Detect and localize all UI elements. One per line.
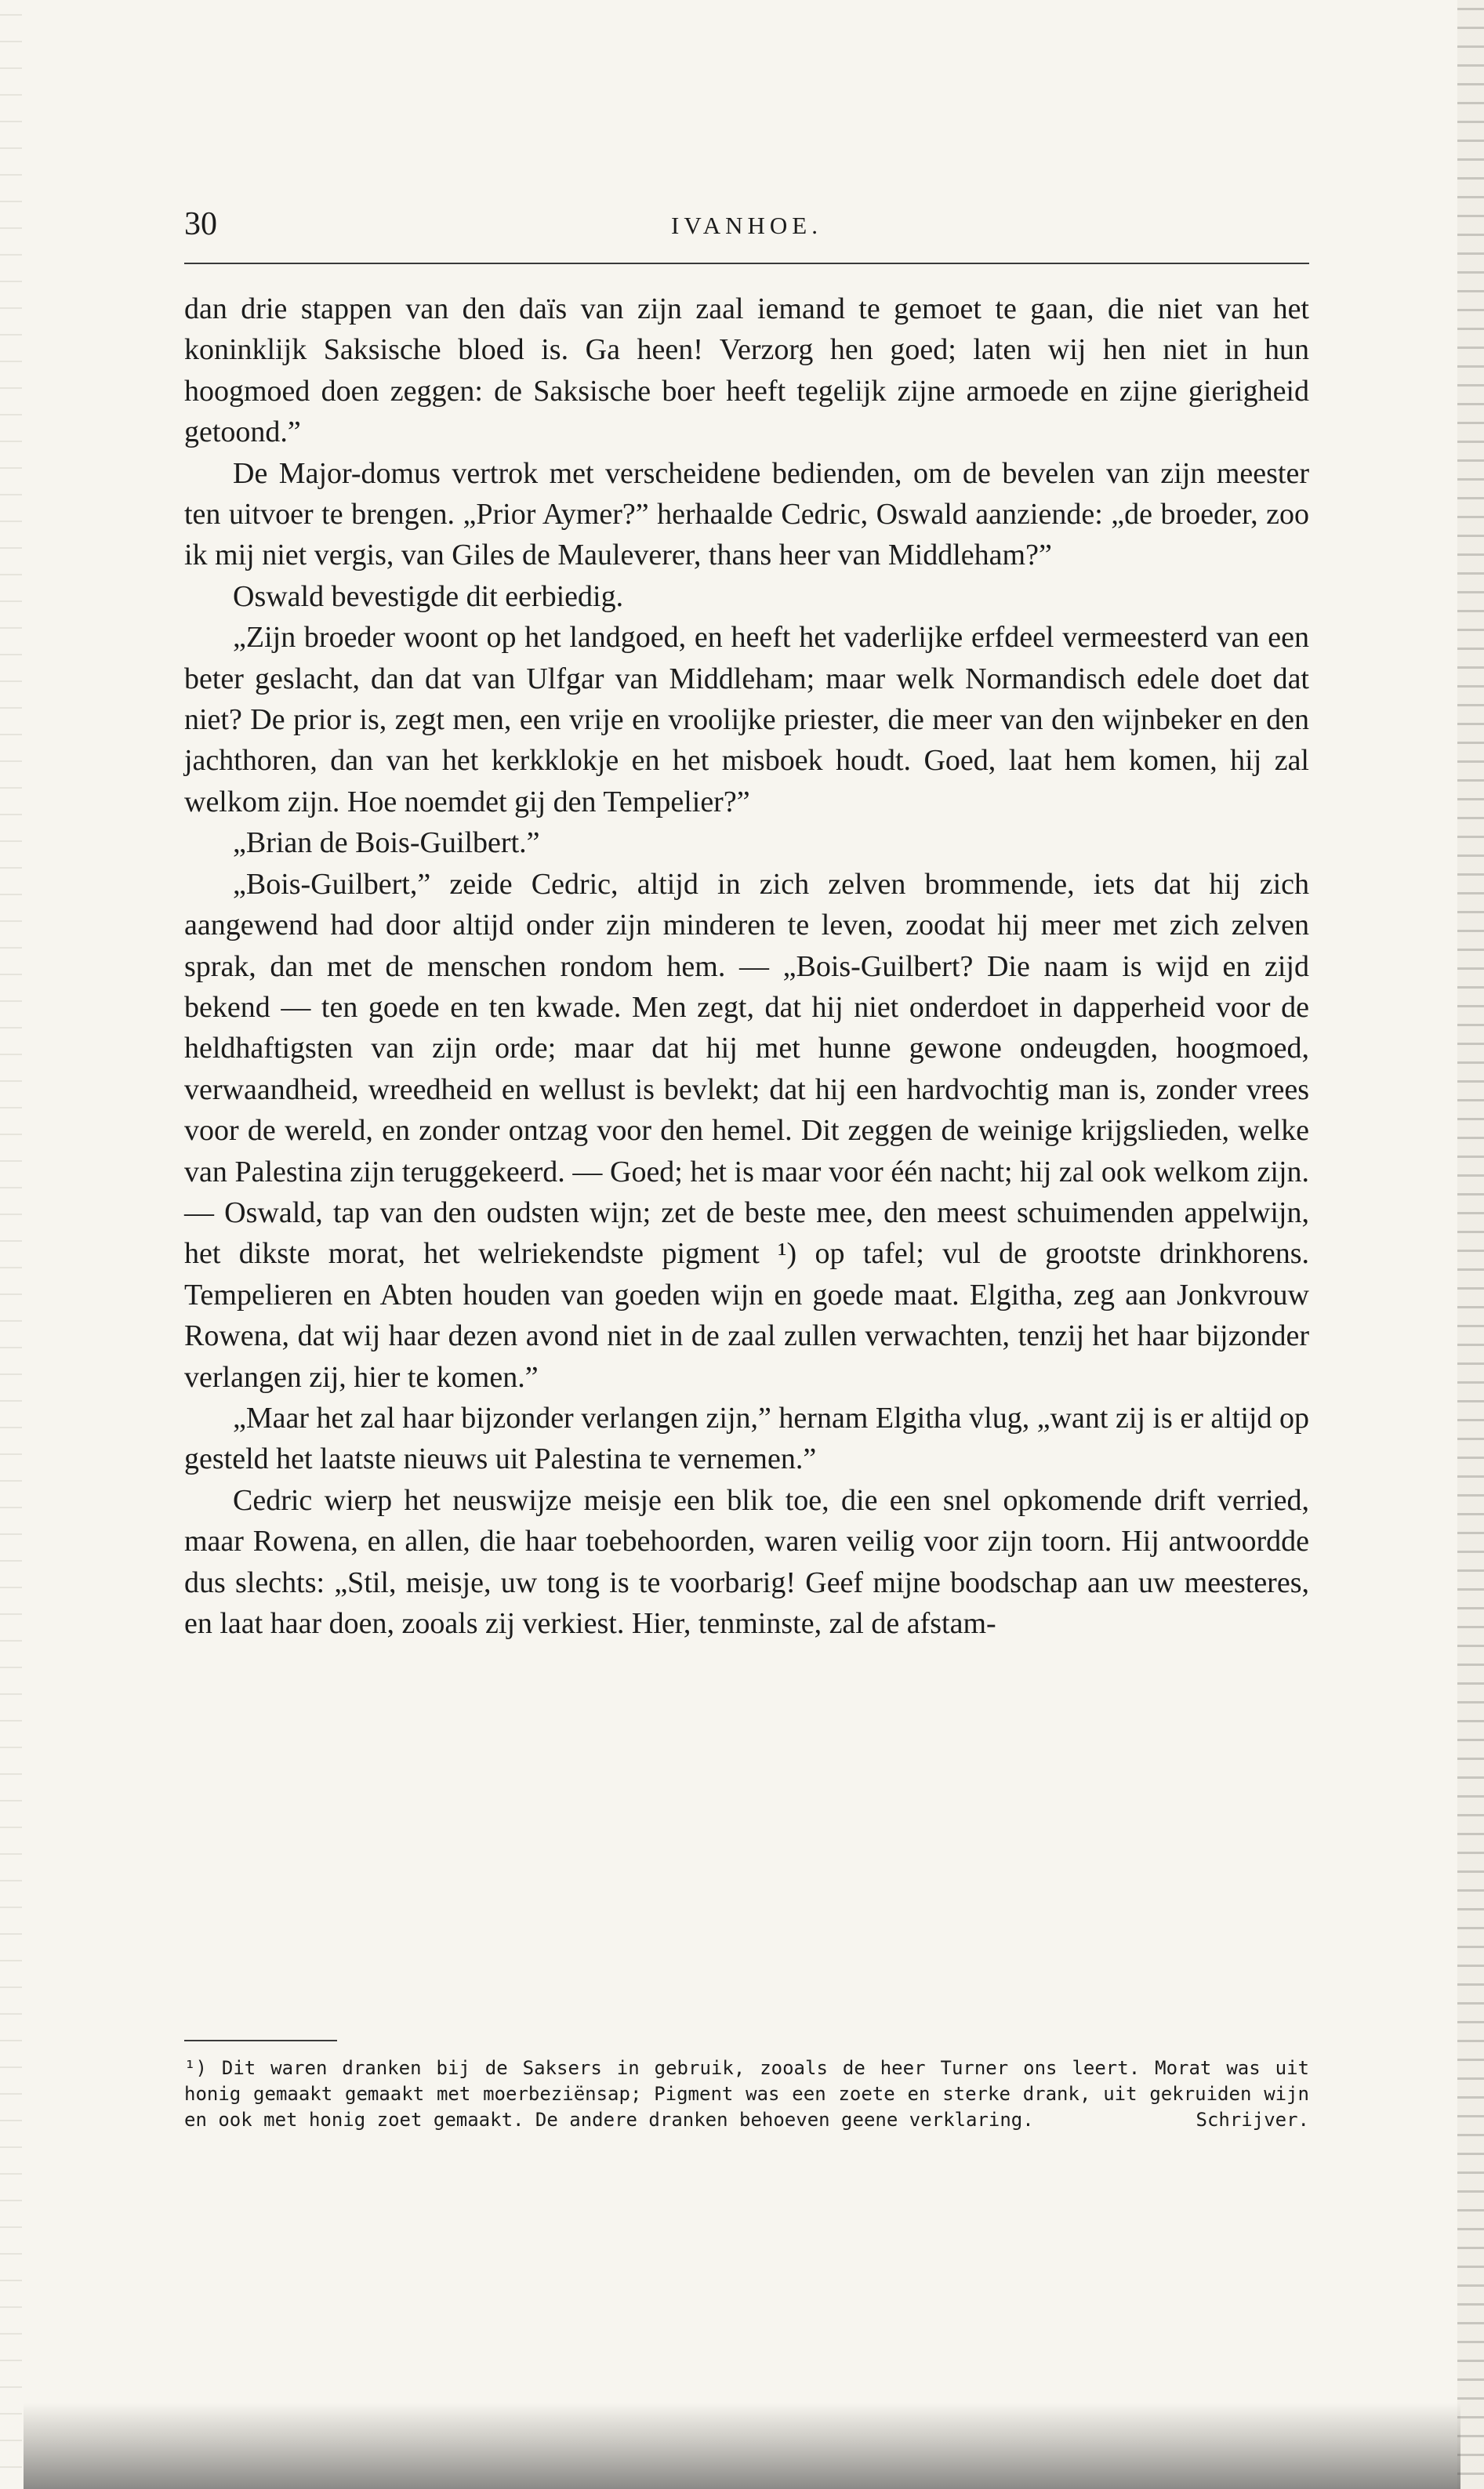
paragraph-6: „Bois-Guilbert,” zeide Cedric, altijd in zich zelven brommende, iets dat hij zich aangewend had door altijd onder zijn minderen te leven, zoodat hij meer met zich zelven sprak, dan met de menschen rondom hem. — „Bois-Guilbert? Die naam is wijd en zijd bekend — ten goede en ten kwade. Men zegt, dat hij niet onderdoet in dapperheid voor de heldhaftigsten van zijn orde; maar dat hij met hunne gewone ondeugden, hoogmoed, verwaandheid, wreedheid en wellust is bevlekt; dat hij een hardvochtig man is, zonder vrees voor de wereld, en zonder ontzag voor den hemel. Dit zeggen de weinige krijgslieden, welke van Palestina zijn teruggekeerd. — Goed; het is maar voor één nacht; hij zal ook welkom zijn. — Oswald, tap van den oudsten wijn; zet de beste mee, den meest schuimenden appelwijn, het dikste morat, het welriekendste pigment ¹) op tafel; vul de grootste drinkhorens. Tempelieren en Abten houden van goeden wijn en goede maat. Elgitha, zeg aan Jonkvrouw Rowena, dat wij haar dezen avond niet in de zaal zullen verwachten, tenzij het haar bijzonder verlangen zij, hier te komen.” [184, 867, 1309, 1394]
running-title: IVANHOE. [671, 212, 822, 239]
header-rule [184, 263, 1309, 264]
footnote-rule [184, 2040, 337, 2041]
scan-edge-left [0, 0, 22, 2489]
page-number: 30 [184, 206, 217, 242]
paragraph-8: Cedric wierp het neuswijze meisje een blik toe, die een snel opkomende drift verried, maar Rowena, en allen, die haar toebehoorden, waren veilig voor zijn toorn. Hij antwoordde dus slechts: „Stil, meisje, uw tong is te voorbarig! Geef mijne boodschap aan uw meesteres, en laat haar doen, zooals zij verkiest. Hier, tenminste, zal de afstam- [184, 1483, 1309, 1640]
paragraph-7: „Maar het zal haar bijzonder verlangen zijn,” hernam Elgitha vlug, „want zij is er altijd op gesteld het laatste nieuws uit Palestina te vernemen.” [184, 1401, 1309, 1476]
paragraph-2: De Major-domus vertrok met verscheidene bedienden, om de bevelen van zijn meester ten uitvoer te brengen. „Prior Aymer?” herhaalde Cedric, Oswald aanziende: „de broeder, zoo ik mij niet vergis, van Giles de Mauleverer, thans heer van Middleham?” [184, 456, 1309, 572]
footnote-text: ¹) Dit waren dranken bij de Saksers in gebruik, zooals de heer Turner ons leert. Morat was uit honig gemaakt gemaakt met moerbeziënsap; Pigment was een zoete en sterke drank, uit gekruiden wijn en ook met honig zoet gemaakt. De andere dranken behoeven geene verklaring. [184, 2057, 1309, 2131]
paragraph-3: Oswald bevestigde dit eerbiedig. [233, 579, 624, 613]
scan-shadow-bottom [24, 2403, 1460, 2489]
paragraph-1: dan drie stappen van den daïs van zijn zaal iemand te gemoet te gaan, die niet van het koninklijk Saksische bloed is. Ga heen! Verzorg hen goed; laten wij hen niet in hun hoogmoed doen zeggen: de Saksische boer heeft tegelijk zijne armoede en zijne gierigheid getoond.” [184, 292, 1309, 449]
paragraph-4: „Zijn broeder woont op het landgoed, en heeft het vaderlijke erfdeel vermeesterd van een beter geslacht, dan dat van Ulfgar van Middleham; maar welk Normandisch edele doet dat niet? De prior is, zegt men, een vrije en vroolijke priester, die meer van den wijnbeker en den jachthoren, dan van het kerkklokje en het misboek houdt. Goed, laat hem komen, hij zal welkom zijn. Hoe noemdet gij den Tempelier?” [184, 621, 1309, 818]
footnote [184, 2055, 1309, 2133]
footnote-signature: Schrijver. [1196, 2109, 1309, 2131]
page-header [184, 205, 1309, 252]
body-text [184, 288, 1309, 1644]
paragraph-5: „Brian de Bois-Guilbert.” [233, 826, 540, 860]
scan-edge-right [1457, 0, 1484, 2489]
